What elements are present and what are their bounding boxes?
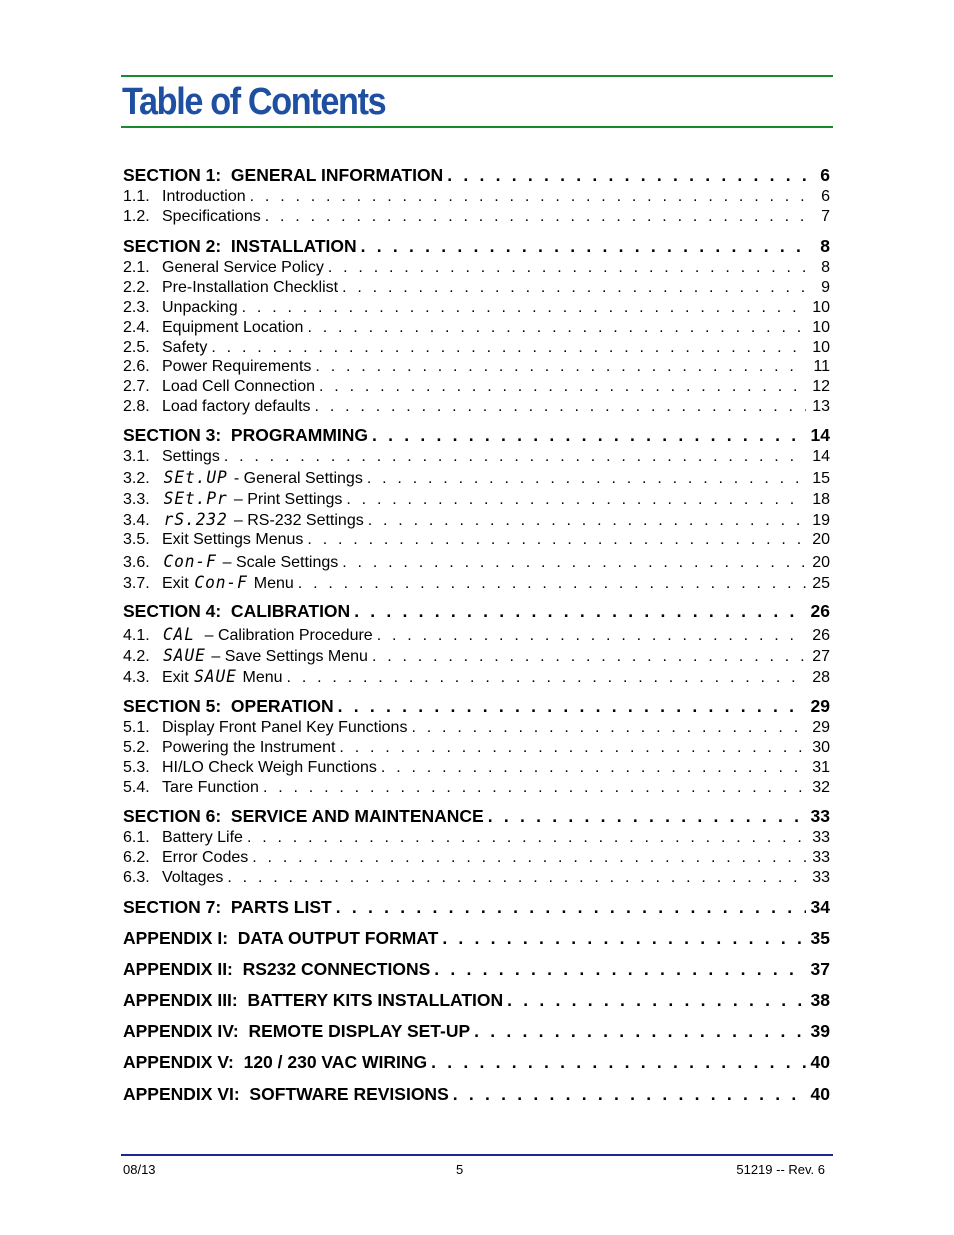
toc-item-number: 3.5. xyxy=(123,531,150,548)
dot-leader xyxy=(342,554,806,572)
toc-entry-label xyxy=(123,959,430,980)
toc-entry-label xyxy=(123,1052,427,1073)
dot-leader xyxy=(354,601,806,622)
toc-entry-text: Introduction xyxy=(162,188,246,205)
toc-entry-label xyxy=(162,625,373,645)
toc-entry-label xyxy=(162,510,364,530)
toc-item-number: 5.1. xyxy=(123,719,150,736)
toc-item-number: 4.3. xyxy=(123,669,150,686)
toc-page-number: 32 xyxy=(812,779,830,796)
dot-leader xyxy=(361,236,806,257)
toc-entry-text: – Scale Settings xyxy=(218,554,339,571)
toc-page-number: 38 xyxy=(810,990,830,1010)
dot-leader xyxy=(372,425,806,446)
toc-section-row[interactable] xyxy=(123,1052,830,1073)
dot-leader xyxy=(298,575,806,593)
toc-item-row[interactable] xyxy=(123,573,830,593)
toc-entry-label xyxy=(162,552,338,572)
toc-page-number: 40 xyxy=(810,1084,830,1104)
dot-leader xyxy=(287,669,806,687)
toc-page-number: 8 xyxy=(820,236,830,256)
dot-leader xyxy=(328,259,806,277)
toc-entry-label xyxy=(162,573,294,593)
toc-section-row[interactable] xyxy=(123,806,830,827)
toc-entry-text: Powering the Instrument xyxy=(162,739,336,756)
toc-entry-text: Power Requirements xyxy=(162,358,312,375)
toc-entry-label xyxy=(162,531,303,549)
seven-segment-code: SEt.UP xyxy=(163,468,228,488)
toc-page-number: 29 xyxy=(812,719,830,736)
toc-page-number: 29 xyxy=(810,696,830,716)
toc-entry-text: SECTION 5: OPERATION xyxy=(123,696,334,716)
toc-item-number: 1.1. xyxy=(123,188,150,205)
dot-leader xyxy=(224,448,806,466)
toc-entry-text: Pre-Installation Checklist xyxy=(162,279,339,296)
toc-section-row[interactable] xyxy=(123,236,830,257)
toc-section-row[interactable] xyxy=(123,696,830,717)
toc-entry-label xyxy=(162,489,342,509)
toc-entry-label xyxy=(162,358,311,376)
toc-item-number: 2.8. xyxy=(123,398,150,415)
toc-page-number: 33 xyxy=(812,829,830,846)
dot-leader xyxy=(338,696,806,717)
toc-page-number: 26 xyxy=(810,601,830,621)
toc-entry-text: Tare Function xyxy=(162,779,259,796)
toc-page-number: 15 xyxy=(812,470,830,487)
toc-item-row[interactable] xyxy=(123,510,830,530)
toc-entry-text: APPENDIX III: BATTERY KITS INSTALLATION xyxy=(123,990,504,1010)
toc-entry-text: - General Settings xyxy=(229,470,363,487)
toc-entry-text: SECTION 3: PROGRAMMING xyxy=(123,425,369,445)
dot-leader xyxy=(265,208,806,226)
toc-entry-prefix: Exit xyxy=(162,575,194,592)
toc-item-row[interactable] xyxy=(123,869,830,887)
toc-entry-text: Voltages xyxy=(162,869,224,886)
toc-item-row[interactable] xyxy=(123,719,830,737)
toc-page-number: 14 xyxy=(812,448,830,465)
toc-page-number: 6 xyxy=(820,165,830,185)
toc-entry-text: – Save Settings Menu xyxy=(206,648,368,665)
toc-item-row[interactable] xyxy=(123,552,830,572)
toc-item-number: 2.5. xyxy=(123,339,150,356)
toc-item-row[interactable] xyxy=(123,489,830,509)
toc-item-row[interactable] xyxy=(123,378,830,396)
toc-section-row[interactable] xyxy=(123,928,830,949)
dot-leader xyxy=(342,279,806,297)
toc-page-number: 28 xyxy=(812,669,830,686)
toc-entry-label xyxy=(123,897,332,918)
toc-item-number: 2.2. xyxy=(123,279,150,296)
toc-entry-label xyxy=(123,806,484,827)
toc-item-row[interactable] xyxy=(123,531,830,549)
toc-section-row[interactable] xyxy=(123,959,830,980)
toc-entry-text: APPENDIX IV: REMOTE DISPLAY SET-UP xyxy=(123,1021,471,1041)
toc-entry-label xyxy=(162,378,315,396)
title-top-rule xyxy=(121,75,833,77)
dot-leader xyxy=(242,299,806,317)
toc-item-number: 3.7. xyxy=(123,575,150,592)
toc-entry-label xyxy=(162,759,377,777)
dot-leader xyxy=(247,829,806,847)
seven-segment-code: Con-F xyxy=(163,552,217,572)
toc-item-row[interactable] xyxy=(123,299,830,317)
toc-entry-text: APPENDIX I: DATA OUTPUT FORMAT xyxy=(123,928,439,948)
toc-page-number: 19 xyxy=(812,512,830,529)
toc-entry-label xyxy=(162,869,223,887)
toc-item-number: 3.3. xyxy=(123,491,150,508)
toc-item-row[interactable] xyxy=(123,398,830,416)
dot-leader xyxy=(507,990,806,1011)
toc-entry-text: Settings xyxy=(162,448,220,465)
toc-entry-label xyxy=(123,696,334,717)
toc-item-number: 5.4. xyxy=(123,779,150,796)
dot-leader xyxy=(368,512,806,530)
toc-entry-label xyxy=(162,849,248,867)
toc-entry-text: SECTION 6: SERVICE AND MAINTENANCE xyxy=(123,806,484,826)
toc-entry-text: Menu xyxy=(249,575,294,592)
toc-item-row[interactable] xyxy=(123,188,830,206)
toc-section-row[interactable] xyxy=(123,1084,830,1105)
toc-entry-text: Safety xyxy=(162,339,208,356)
toc-section-row[interactable] xyxy=(123,990,830,1011)
toc-entry-label xyxy=(162,259,324,277)
dot-leader xyxy=(474,1021,806,1042)
toc-entry-label xyxy=(123,601,350,622)
toc-entry-text: HI/LO Check Weigh Functions xyxy=(162,759,377,776)
toc-page-number: 20 xyxy=(812,531,830,548)
toc-entry-text: Specifications xyxy=(162,208,261,225)
dot-leader xyxy=(336,897,806,918)
toc-entry-text: Unpacking xyxy=(162,299,238,316)
toc-item-number: 4.1. xyxy=(123,627,150,644)
toc-item-number: 2.1. xyxy=(123,259,150,276)
toc-page-number: 6 xyxy=(821,188,830,205)
dot-leader xyxy=(339,739,806,757)
seven-segment-code: SEt.Pr xyxy=(163,489,228,509)
toc-page-number: 35 xyxy=(810,928,830,948)
toc-entry-text: SECTION 2: INSTALLATION xyxy=(123,236,357,256)
seven-segment-code: SAUE xyxy=(194,667,237,687)
toc-item-row[interactable] xyxy=(123,849,830,867)
toc-page-number: 33 xyxy=(812,869,830,886)
toc-item-number: 2.4. xyxy=(123,319,150,336)
toc-item-row[interactable] xyxy=(123,339,830,357)
toc-entry-label xyxy=(162,719,407,737)
toc-page-number: 10 xyxy=(812,319,830,336)
toc-page-number: 30 xyxy=(812,739,830,756)
footer-doc-id: 51219 -- Rev. 6 xyxy=(736,1162,825,1177)
toc-item-row[interactable] xyxy=(123,208,830,226)
toc-item-number: 6.2. xyxy=(123,849,150,866)
dot-leader xyxy=(381,759,806,777)
seven-segment-code: Con-F xyxy=(194,573,248,593)
toc-item-row[interactable] xyxy=(123,279,830,297)
title-bottom-rule xyxy=(121,126,833,128)
footer-rule xyxy=(121,1154,833,1156)
dot-leader xyxy=(367,470,806,488)
toc-entry-label xyxy=(162,188,246,206)
toc-page-number: 13 xyxy=(812,398,830,415)
toc-page-number: 31 xyxy=(812,759,830,776)
dot-leader xyxy=(319,378,806,396)
toc-page-number: 39 xyxy=(810,1021,830,1041)
toc-section-row[interactable] xyxy=(123,897,830,918)
dot-leader xyxy=(453,1084,806,1105)
toc-entry-label xyxy=(123,928,438,949)
toc-entry-text: SECTION 7: PARTS LIST xyxy=(123,897,332,917)
toc-entry-label xyxy=(123,425,368,446)
dot-leader xyxy=(377,627,806,645)
toc-section-row[interactable] xyxy=(123,1021,830,1042)
toc-entry-label xyxy=(162,448,220,466)
toc-entry-label xyxy=(123,990,503,1011)
toc-entry-text: APPENDIX V: 120 / 230 VAC WIRING xyxy=(123,1052,428,1072)
toc-item-number: 5.2. xyxy=(123,739,150,756)
toc-entry-label xyxy=(162,468,363,488)
toc-entry-text: Display Front Panel Key Functions xyxy=(162,719,408,736)
toc-item-number: 6.3. xyxy=(123,869,150,886)
page-title: Table of Contents xyxy=(122,81,386,123)
toc-entry-label xyxy=(162,319,303,337)
toc-item-row[interactable] xyxy=(123,259,830,277)
dot-leader xyxy=(307,531,806,549)
toc-entry-label xyxy=(162,829,243,847)
toc-item-number: 3.4. xyxy=(123,512,150,529)
dot-leader xyxy=(263,779,806,797)
toc-page-number: 27 xyxy=(812,648,830,665)
dot-leader xyxy=(250,188,806,206)
toc-item-number: 2.3. xyxy=(123,299,150,316)
toc-entry-text: SECTION 4: CALIBRATION xyxy=(123,601,351,621)
toc-entry-label xyxy=(162,739,335,757)
toc-entry-text: Menu xyxy=(238,669,283,686)
toc-entry-text: Error Codes xyxy=(162,849,249,866)
toc-entry-text: Equipment Location xyxy=(162,319,304,336)
toc-item-row[interactable] xyxy=(123,319,830,337)
toc-entry-label xyxy=(162,779,259,797)
toc-entry-text: APPENDIX VI: SOFTWARE REVISIONS xyxy=(123,1084,449,1104)
toc-page-number: 33 xyxy=(812,849,830,866)
toc-entry-text: APPENDIX II: RS232 CONNECTIONS xyxy=(123,959,431,979)
toc-entry-text: Exit Settings Menus xyxy=(162,531,304,548)
dot-leader xyxy=(431,1052,806,1073)
toc-entry-label xyxy=(162,339,207,357)
toc-entry-text: Load Cell Connection xyxy=(162,378,315,395)
toc-entry-label xyxy=(162,398,311,416)
toc-page-number: 26 xyxy=(812,627,830,644)
toc-page-number: 25 xyxy=(812,575,830,592)
toc-item-number: 3.1. xyxy=(123,448,150,465)
toc-entry-label xyxy=(123,165,443,186)
dot-leader xyxy=(372,648,806,666)
dot-leader xyxy=(227,869,806,887)
toc-page-number: 40 xyxy=(810,1052,830,1072)
toc-page-number: 7 xyxy=(821,208,830,225)
toc-page-number: 8 xyxy=(821,259,830,276)
toc-entry-label xyxy=(123,236,357,257)
dot-leader xyxy=(434,959,806,980)
toc-item-row[interactable] xyxy=(123,759,830,777)
toc-entry-text: Load factory defaults xyxy=(162,398,311,415)
toc-entry-prefix: Exit xyxy=(162,669,194,686)
toc-item-number: 1.2. xyxy=(123,208,150,225)
toc-item-row[interactable] xyxy=(123,646,830,666)
footer-page-number: 5 xyxy=(456,1162,464,1177)
toc-item-row[interactable] xyxy=(123,358,830,376)
toc-item-number: 3.6. xyxy=(123,554,150,571)
toc-page-number: 12 xyxy=(812,378,830,395)
toc-entry-text: SECTION 1: GENERAL INFORMATION xyxy=(123,165,444,185)
dot-leader xyxy=(307,319,806,337)
toc-item-row[interactable] xyxy=(123,468,830,488)
footer-date: 08/13 xyxy=(123,1162,156,1177)
toc-item-number: 3.2. xyxy=(123,470,150,487)
toc-item-number: 4.2. xyxy=(123,648,150,665)
dot-leader xyxy=(315,358,806,376)
toc-section-row[interactable] xyxy=(123,601,830,622)
toc-page-number: 10 xyxy=(812,299,830,316)
dot-leader xyxy=(252,849,806,867)
toc-entry-label xyxy=(162,667,283,687)
toc-entry-label xyxy=(162,299,238,317)
dot-leader xyxy=(447,165,806,186)
toc-item-number: 2.7. xyxy=(123,378,150,395)
toc-entry-label xyxy=(123,1084,449,1105)
seven-segment-code: CAL xyxy=(162,625,195,645)
dot-leader xyxy=(488,806,806,827)
toc-item-row[interactable] xyxy=(123,625,830,645)
toc-entry-text: – Print Settings xyxy=(229,491,343,508)
toc-page-number: 20 xyxy=(812,554,830,571)
toc-page-number: 34 xyxy=(810,897,830,917)
toc-item-number: 5.3. xyxy=(123,759,150,776)
toc-section-row[interactable] xyxy=(123,165,830,186)
seven-segment-code: SAUE xyxy=(163,646,206,666)
toc-item-row[interactable] xyxy=(123,779,830,797)
toc-entry-label xyxy=(162,208,261,226)
toc-entry-label xyxy=(162,279,338,297)
seven-segment-code: rS.232 xyxy=(163,510,228,530)
toc-page-number: 11 xyxy=(813,358,830,375)
toc-page-number: 18 xyxy=(812,491,830,508)
toc-item-row[interactable] xyxy=(123,739,830,757)
toc-page-number: 10 xyxy=(812,339,830,356)
toc-page-number: 14 xyxy=(810,425,830,445)
toc-item-number: 2.6. xyxy=(123,358,150,375)
toc-item-row[interactable] xyxy=(123,667,830,687)
toc-item-row[interactable] xyxy=(123,829,830,847)
toc-item-number: 6.1. xyxy=(123,829,150,846)
toc-page-number: 9 xyxy=(821,279,830,296)
dot-leader xyxy=(211,339,806,357)
dot-leader xyxy=(442,928,806,949)
toc-section-row[interactable] xyxy=(123,425,830,446)
dot-leader xyxy=(346,491,806,509)
toc-entry-text: – Calibration Procedure xyxy=(195,627,373,644)
toc-entry-text: – RS-232 Settings xyxy=(229,512,364,529)
toc-page-number: 33 xyxy=(810,806,830,826)
toc-entry-text: General Service Policy xyxy=(162,259,324,276)
toc-entry-label xyxy=(162,646,368,666)
dot-leader xyxy=(315,398,806,416)
toc-item-row[interactable] xyxy=(123,448,830,466)
toc-page-number: 37 xyxy=(810,959,830,979)
toc-entry-label xyxy=(123,1021,470,1042)
dot-leader xyxy=(411,719,806,737)
toc-entry-text: Battery Life xyxy=(162,829,243,846)
